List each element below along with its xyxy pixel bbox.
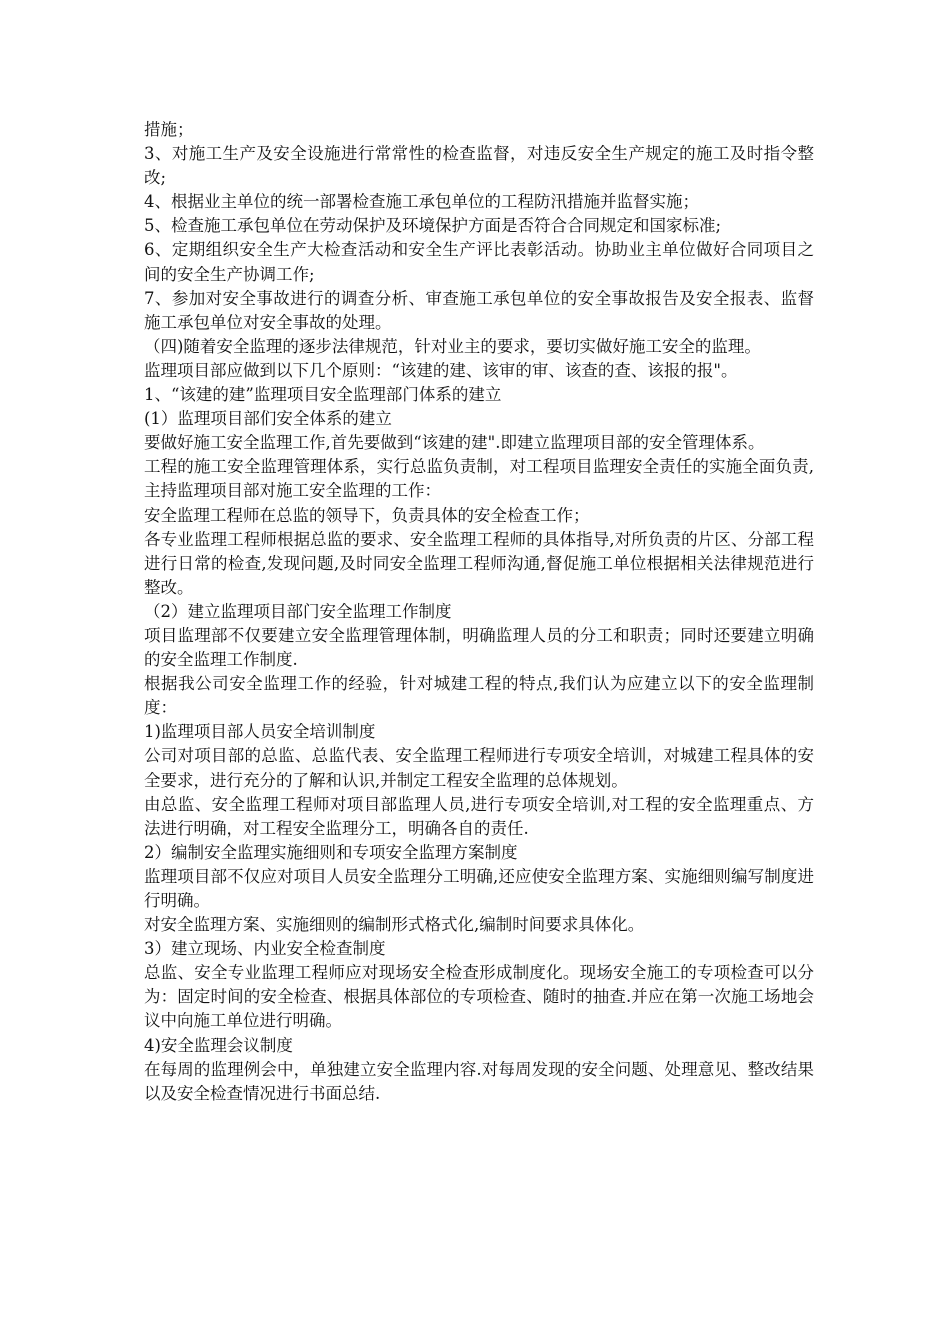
- paragraph: 公司对项目部的总监、总监代表、安全监理工程师进行专项安全培训，对城建工程具体的安全要求，进行充分的了解和认识,并制定工程安全监理的总体规划。: [144, 746, 814, 790]
- section-heading: （四)随着安全监理的逐步法律规范，针对业主的要求，要切实做好施工安全的监理。: [144, 336, 761, 356]
- paragraph: 工程的施工安全监理管理体系，实行总监负责制，对工程项目监理安全责任的实施全面负责,主持监理项目部对施工安全监理的工作：: [144, 457, 814, 501]
- list-item-heading: 4)安全监理会议制度: [144, 1035, 293, 1055]
- list-item-heading: 1)监理项目部人员安全培训制度: [144, 722, 376, 742]
- paragraph: 4、根据业主单位的统一部署检查施工承包单位的工程防汛措施并监督实施；: [144, 192, 699, 212]
- paragraph: 措施；: [144, 120, 194, 139]
- paragraph: 根据我公司安全监理工作的经验，针对城建工程的特点,我们认为应建立以下的安全监理制度：: [144, 674, 814, 718]
- paragraph: 各专业监理工程师根据总监的要求、安全监理工程师的具体指导,对所负责的片区、分部工程进行日常的检查,发现问题,及时同安全监理工程师沟通,督促施工单位根据相关法律规范进行整改。: [144, 529, 814, 597]
- paragraph: 在每周的监理例会中，单独建立安全监理内容.对每周发现的安全问题、处理意见、整改结果以及安全检查情况进行书面总结.: [144, 1059, 814, 1103]
- paragraph: 对安全监理方案、实施细则的编制形式格式化,编制时间要求具体化。: [144, 915, 645, 935]
- subsection-heading: 1、“该建的建”监理项目安全监理部门体系的建立: [144, 385, 502, 405]
- paragraph: 监理项目部不仅应对项目人员安全监理分工明确,还应使安全监理方案、实施细则编写制度进行明确。: [144, 866, 814, 910]
- subsection-heading: （2）建立监理项目部门安全监理工作制度: [144, 601, 452, 621]
- paragraph: 安全监理工程师在总监的领导下，负责具体的安全检查工作；: [144, 505, 590, 525]
- paragraph: 7、参加对安全事故进行的调查分析、审查施工承包单位的安全事故报告及安全报表、监督施工承包单位对安全事故的处理。: [144, 288, 814, 332]
- document-body: [144, 118, 814, 1106]
- list-item-heading: 2）编制安全监理实施细则和专项安全监理方案制度: [144, 842, 518, 862]
- paragraph: 总监、安全专业监理工程师应对现场安全检查形成制度化。现场安全施工的专项检查可以分为：固定时间的安全检查、根据具体部位的专项检查、随时的抽查.并应在第一次施工场地会议中向施工单位进行明确。: [144, 963, 814, 1031]
- list-item-heading: 3）建立现场、内业安全检查制度: [144, 939, 386, 959]
- subsection-heading: (1）监理项目部们安全体系的建立: [144, 409, 392, 429]
- paragraph: 监理项目部应做到以下几个原则：“该建的建、该审的审、该查的查、该报的报"。: [144, 360, 738, 380]
- paragraph: 要做好施工安全监理工作,首先要做到“该建的建".即建立监理项目部的安全管理体系。: [144, 433, 765, 453]
- paragraph: 3、对施工生产及安全设施进行常常性的检查监督，对违反安全生产规定的施工及时指令整改;: [144, 144, 814, 188]
- paragraph: 6、定期组织安全生产大检查活动和安全生产评比表彰活动。协助业主单位做好合同项目之间的安全生产协调工作;: [144, 240, 814, 284]
- paragraph: 5、检查施工承包单位在劳动保护及环境保护方面是否符合合同规定和国家标准;: [144, 216, 722, 236]
- paragraph: 由总监、安全监理工程师对项目部监理人员,进行专项安全培训,对工程的安全监理重点、方法进行明确，对工程安全监理分工，明确各自的责任.: [144, 794, 814, 838]
- paragraph: 项目监理部不仅要建立安全监理管理体制，明确监理人员的分工和职责；同时还要建立明确的安全监理工作制度.: [144, 625, 814, 670]
